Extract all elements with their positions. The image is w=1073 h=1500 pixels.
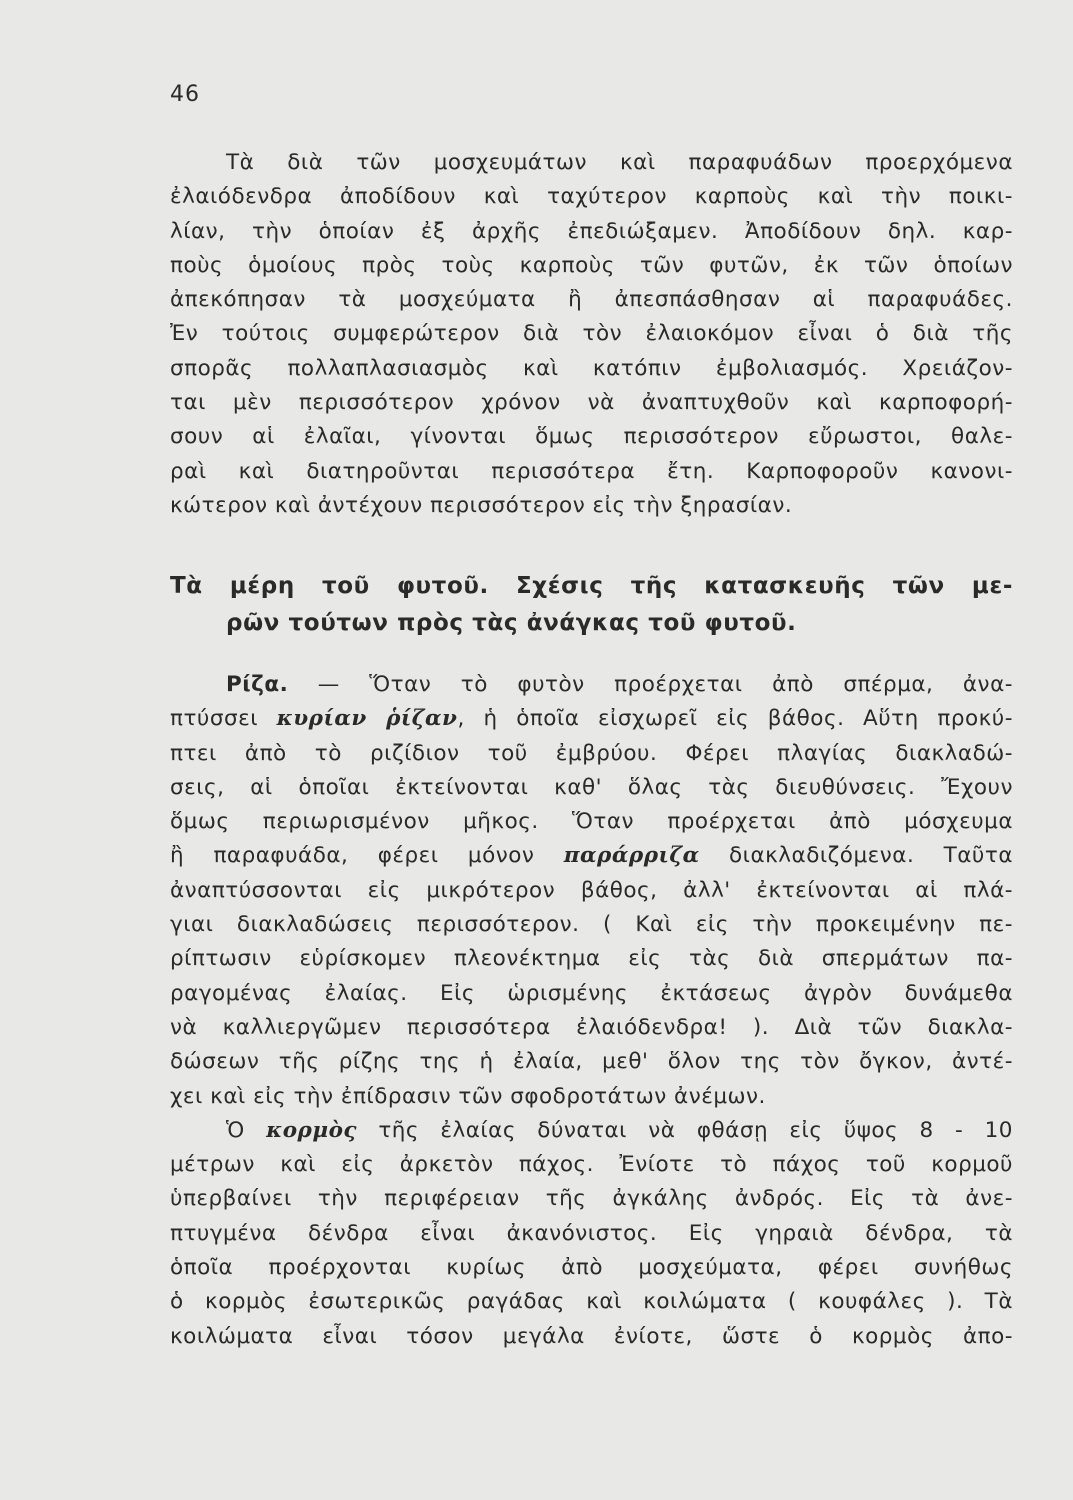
text-line [170,1114,1013,1148]
text-line [170,702,1013,736]
text-line: δώσεων τῆς ρίζης της ἡ ἐλαία, μεθ' ὅλον της τὸν ὄγκον, ἀντέ- [170,1049,1013,1075]
text-line: κοιλώματα εἶναι τόσον μεγάλα ἐνίοτε, ὥστε ὁ κορμὸς ἀπο- [170,1323,1013,1349]
text-line [170,668,1013,702]
text-line: ὁ κορμὸς ἐσωτερικῶς ραγάδας καὶ κοιλώματα ( κουφάλες ). Τὰ [170,1289,1013,1315]
text-line: ραὶ καὶ διατηροῦνται περισσότερα ἔτη. Καρποφοροῦν κανονι- [170,458,1013,484]
term-main-root: κυρίαν ῥίζαν [276,706,458,732]
text-line: ἀναπτύσσονται εἰς μικρότερον βάθος, ἀλλ' ἐκτείνονται αἱ πλά- [170,877,1013,903]
text-fragment: , ἡ ὁποῖα εἰσχωρεῖ εἰς βάθος. Αὕτη προκύ- [457,706,1013,732]
text-line: σουν αἱ ἐλαῖαι, γίνονται ὅμως περισσότερον εὔρωστοι, θαλε- [170,424,1013,450]
text-line: νὰ καλλιεργῶμεν περισσότερα ἐλαιόδενδρα! ). Διὰ τῶν διακλα- [170,1014,1013,1040]
text-line: πτει ἀπὸ τὸ ριζίδιον τοῦ ἐμβρύου. Φέρει πλαγίας διακλαδώ- [170,740,1013,766]
text-line: πτυγμένα δένδρα εἶναι ἀκανόνιστος. Εἰς γηραιὰ δένδρα, τὰ [170,1220,1013,1246]
text-line [170,839,1013,873]
text-line: ται μὲν περισσότερον χρόνον νὰ ἀναπτυχθοῦν καὶ καρποφορή- [170,390,1013,416]
text-line: λίαν, τὴν ὁποίαν ἐξ ἀρχῆς ἐπεδιώξαμεν. Ἀποδίδουν δηλ. καρ- [170,218,1013,244]
paragraph-cuttings-propagation [170,146,1013,523]
text-line: ἐλαιόδενδρα ἀποδίδουν καὶ ταχύτερον καρποὺς καὶ τὴν ποικι- [170,184,1013,210]
text-line: κώτερον καὶ ἀντέχουν περισσότερον εἰς τὴν ξηρασίαν. [170,492,793,518]
heading-line: Τὰ μέρη τοῦ φυτοῦ. Σχέσις τῆς κατασκευῆς τῶν με- [170,573,1013,599]
text-line: σπορᾶς πολλαπλασιασμὸς καὶ κατόπιν ἐμβολιασμός. Χρειάζον- [170,355,1013,381]
text-line: ρίπτωσιν εὑρίσκομεν πλεονέκτημα εἰς τὰς διὰ σπερμάτων πα- [170,946,1013,972]
text-line: ὅμως περιωρισμένον μῆκος. Ὅταν προέρχεται ἀπὸ μόσχευμα [170,809,1013,835]
term-adventitious-roots: παράρριζα [563,843,700,869]
paragraph-root-and-trunk [170,668,1013,1354]
text-line: Τὰ διὰ τῶν μοσχευμάτων καὶ παραφυάδων προερχόμενα [226,150,1013,175]
text-fragment: πτύσσει [170,706,277,732]
root-label: Ρίζα. [226,672,289,697]
text-fragment: τῆς ἐλαίας δύναται νὰ φθάσῃ εἰς ὕψος 8 - 10 [357,1117,1013,1143]
text-fragment: διακλαδιζόμενα. Ταῦτα [699,843,1013,869]
text-line: χει καὶ εἰς τὴν ἐπίδρασιν τῶν σφοδροτάτων ἀνέμων. [170,1083,766,1109]
page-number: 46 [170,82,200,107]
text-fragment: ἢ παραφυάδα, φέρει μόνον [170,843,564,869]
text-line: ἀπεκόπησαν τὰ μοσχεύματα ἢ ἀπεσπάσθησαν αἱ παραφυάδες. [170,287,1013,313]
heading-line: ρῶν τούτων πρὸς τὰς ἀνάγκας τοῦ φυτοῦ. [226,610,797,636]
section-heading [170,568,1013,642]
term-trunk: κορμὸς [266,1117,357,1143]
text-fragment: — Ὅταν τὸ φυτὸν προέρχεται ἀπὸ σπέρμα, ἀνα- [288,672,1013,697]
text-line: ποὺς ὁμοίους πρὸς τοὺς καρποὺς τῶν φυτῶν, ἐκ τῶν ὁποίων [170,252,1013,278]
text-fragment: Ὁ [226,1117,267,1143]
text-line: σεις, αἱ ὁποῖαι ἐκτείνονται καθ' ὅλας τὰς διευθύνσεις. Ἔχουν [170,774,1013,800]
text-line: ὁποῖα προέρχονται κυρίως ἀπὸ μοσχεύματα, φέρει συνήθως [170,1255,1013,1281]
text-line: ραγομένας ἐλαίας. Εἰς ὡρισμένης ἐκτάσεως ἀγρὸν δυνάμεθα [170,980,1013,1006]
text-line: ὑπερβαίνει τὴν περιφέρειαν τῆς ἀγκάλης ἀνδρός. Εἰς τὰ ἀνε- [170,1186,1013,1212]
text-line: μέτρων καὶ εἰς ἀρκετὸν πάχος. Ἐνίοτε τὸ πάχος τοῦ κορμοῦ [170,1152,1013,1178]
text-line: Ἐν τούτοις συμφερώτερον διὰ τὸν ἐλαιοκόμον εἶναι ὁ διὰ τῆς [170,321,1013,347]
text-line: γιαι διακλαδώσεις περισσότερον. ( Καὶ εἰς τὴν προκειμένην πε- [170,912,1013,938]
